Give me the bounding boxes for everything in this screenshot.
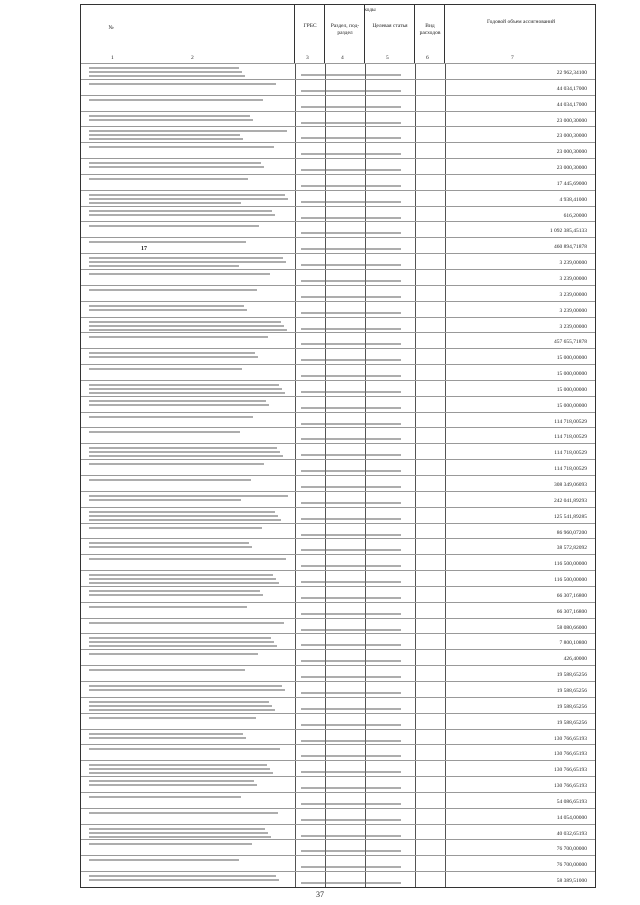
- illegible-code-cells: [301, 771, 401, 773]
- illegible-text-line: [89, 384, 279, 386]
- table-row: [81, 380, 595, 381]
- illegible-text-line: [89, 515, 278, 517]
- table-row: [81, 855, 595, 856]
- illegible-text-line: [89, 590, 260, 592]
- table-header: [81, 5, 595, 64]
- illegible-text-line: [89, 75, 245, 77]
- amount-value: 86 960,07200: [556, 529, 587, 536]
- amount-value: 1 092 385,45133: [549, 227, 587, 234]
- illegible-text-line: [89, 210, 272, 212]
- illegible-text-line: [89, 606, 247, 608]
- illegible-text-line: [89, 578, 276, 580]
- row-number: 17: [141, 246, 147, 252]
- amount-value: 23 000,30000: [556, 148, 587, 155]
- amount-value: 19 588,65256: [556, 671, 587, 678]
- amount-value: 242 041,89293: [554, 497, 587, 504]
- illegible-code-cells: [301, 724, 401, 726]
- illegible-text-line: [89, 134, 240, 136]
- illegible-code-cells: [301, 328, 401, 330]
- amount-value: 76 700,00000: [556, 861, 587, 868]
- illegible-code-cells: [301, 106, 401, 108]
- amount-value: 116 500,00000: [554, 560, 587, 567]
- table-row: [81, 713, 595, 714]
- amount-value: 66 307,16800: [556, 592, 587, 599]
- illegible-text-line: [89, 265, 239, 267]
- illegible-text-line: [89, 495, 288, 497]
- amount-value: 23 000,30000: [556, 132, 587, 139]
- amount-value: 3 239,00000: [559, 323, 587, 330]
- illegible-code-cells: [301, 565, 401, 567]
- illegible-code-cells: [301, 296, 401, 298]
- table-row: [81, 649, 595, 650]
- header-sum-col: [445, 5, 595, 63]
- illegible-code-cells: [301, 312, 401, 314]
- illegible-code-cells: [301, 122, 401, 124]
- table-row: [81, 412, 595, 413]
- table-row: [81, 443, 595, 444]
- header-tsel: Целевая статья: [372, 23, 408, 29]
- amount-value: 58 080,66000: [556, 624, 587, 631]
- amount-value: 426,40000: [563, 655, 587, 662]
- illegible-text-line: [89, 737, 246, 739]
- table-row: [81, 269, 595, 270]
- illegible-text-line: [89, 71, 242, 73]
- illegible-text-line: [89, 479, 251, 481]
- table-row: [81, 237, 595, 238]
- amount-value: 58 389,51000: [556, 877, 587, 884]
- column-number: 1: [111, 55, 114, 61]
- illegible-code-cells: [301, 74, 401, 76]
- illegible-code-cells: [301, 153, 401, 155]
- illegible-code-cells: [301, 597, 401, 599]
- amount-value: 130 766,65193: [554, 782, 587, 789]
- illegible-text-line: [89, 321, 281, 323]
- table-row: [81, 570, 595, 571]
- budget-table: [80, 4, 596, 888]
- amount-value: 54 086,65193: [556, 798, 587, 805]
- amount-value: 7 800,10800: [559, 639, 587, 646]
- illegible-text-line: [89, 261, 286, 263]
- amount-value: 114 718,00529: [554, 418, 587, 425]
- illegible-text-line: [89, 67, 239, 69]
- illegible-code-cells: [301, 676, 401, 678]
- table-row: [81, 364, 595, 365]
- illegible-text-line: [89, 119, 253, 121]
- illegible-code-cells: [301, 185, 401, 187]
- illegible-text-line: [89, 796, 241, 798]
- table-body: [81, 63, 595, 887]
- illegible-text-line: [89, 416, 253, 418]
- table-row: [81, 190, 595, 191]
- illegible-code-cells: [301, 264, 401, 266]
- illegible-text-line: [89, 356, 258, 358]
- illegible-code-cells: [301, 391, 401, 393]
- illegible-text-line: [89, 772, 273, 774]
- illegible-text-line: [89, 400, 266, 402]
- amount-value: 17 445,69000: [556, 180, 587, 187]
- amount-value: 15 000,00000: [556, 370, 587, 377]
- table-row: [81, 760, 595, 761]
- illegible-text-line: [89, 305, 244, 307]
- table-row: [81, 839, 595, 840]
- table-row: [81, 475, 595, 476]
- amount-value: 114 718,00529: [554, 449, 587, 456]
- illegible-text-line: [89, 198, 288, 200]
- illegible-text-line: [89, 202, 241, 204]
- illegible-text-line: [89, 447, 277, 449]
- amount-value: 66 307,16800: [556, 608, 587, 615]
- amount-value: 130 766,65193: [554, 750, 587, 757]
- table-row: [81, 348, 595, 349]
- table-row: [81, 697, 595, 698]
- amount-value: 76 700,00000: [556, 845, 587, 852]
- amount-value: 116 500,00000: [554, 576, 587, 583]
- amount-value: 130 766,65193: [554, 735, 587, 742]
- table-row: [81, 744, 595, 745]
- table-row: [81, 491, 595, 492]
- header-razdel: Раздел, под-раздел: [330, 23, 360, 36]
- illegible-text-line: [89, 843, 252, 845]
- illegible-text-line: [89, 463, 264, 465]
- illegible-code-cells: [301, 280, 401, 282]
- illegible-text-line: [89, 733, 243, 735]
- table-row: [81, 111, 595, 112]
- table-row: [81, 538, 595, 539]
- illegible-text-line: [89, 875, 276, 877]
- table-row: [81, 396, 595, 397]
- illegible-text-line: [89, 685, 282, 687]
- illegible-code-cells: [301, 375, 401, 377]
- amount-value: 44 034,17000: [556, 101, 587, 108]
- illegible-code-cells: [301, 486, 401, 488]
- illegible-code-cells: [301, 518, 401, 520]
- amount-value: 4 938,41000: [559, 196, 587, 203]
- illegible-text-line: [89, 641, 274, 643]
- illegible-text-line: [89, 325, 284, 327]
- illegible-text-line: [89, 115, 250, 117]
- table-row: [81, 206, 595, 207]
- table-row: [81, 633, 595, 634]
- illegible-text-line: [89, 146, 274, 148]
- illegible-text-line: [89, 594, 263, 596]
- amount-value: 40 032,65193: [556, 830, 587, 837]
- amount-value: 22 962,34100: [556, 69, 587, 76]
- table-row: [81, 618, 595, 619]
- amount-value: 616,20000: [563, 212, 587, 219]
- amount-value: 19 588,65256: [556, 703, 587, 710]
- illegible-text-line: [89, 717, 256, 719]
- amount-value: 15 000,00000: [556, 354, 587, 361]
- amount-value: 3 239,00000: [559, 307, 587, 314]
- illegible-text-line: [89, 879, 279, 881]
- illegible-text-line: [89, 701, 269, 703]
- illegible-code-cells: [301, 137, 401, 139]
- header-no: №: [108, 25, 114, 31]
- illegible-text-line: [89, 645, 277, 647]
- illegible-text-line: [89, 273, 270, 275]
- table-row: [81, 681, 595, 682]
- illegible-text-line: [89, 582, 279, 584]
- illegible-text-line: [89, 289, 257, 291]
- amount-value: 44 034,17000: [556, 85, 587, 92]
- illegible-code-cells: [301, 549, 401, 551]
- table-row: [81, 776, 595, 777]
- table-row: [81, 602, 595, 603]
- table-row: [81, 665, 595, 666]
- illegible-text-line: [89, 166, 264, 168]
- illegible-code-cells: [301, 787, 401, 789]
- illegible-code-cells: [301, 470, 401, 472]
- header-vid: Вид расходов: [419, 23, 441, 36]
- illegible-text-line: [89, 859, 239, 861]
- illegible-text-line: [89, 162, 261, 164]
- illegible-code-cells: [301, 438, 401, 440]
- amount-value: 114 718,00529: [554, 433, 587, 440]
- column-number: 7: [511, 55, 514, 61]
- illegible-text-line: [89, 709, 275, 711]
- illegible-code-cells: [301, 407, 401, 409]
- illegible-code-cells: [301, 423, 401, 425]
- illegible-text-line: [89, 527, 262, 529]
- illegible-text-line: [89, 669, 245, 671]
- illegible-text-line: [89, 653, 258, 655]
- table-row: [81, 586, 595, 587]
- illegible-code-cells: [301, 708, 401, 710]
- header-grbs: ГРБС: [303, 23, 317, 29]
- table-row: [81, 253, 595, 254]
- header-summa: Годовой объем ассигнований: [486, 19, 556, 25]
- amount-value: 14 054,00000: [556, 814, 587, 821]
- amount-value: 19 588,65256: [556, 687, 587, 694]
- illegible-text-line: [89, 828, 265, 830]
- amount-value: 125 541,89285: [554, 513, 587, 520]
- page-number: 37: [316, 890, 324, 899]
- illegible-text-line: [89, 574, 273, 576]
- illegible-text-line: [89, 455, 283, 457]
- illegible-code-cells: [301, 644, 401, 646]
- illegible-code-cells: [301, 343, 401, 345]
- illegible-text-line: [89, 832, 268, 834]
- table-row: [81, 824, 595, 825]
- illegible-code-cells: [301, 819, 401, 821]
- table-row: [81, 174, 595, 175]
- column-number: 3: [306, 55, 309, 61]
- illegible-code-cells: [301, 90, 401, 92]
- illegible-text-line: [89, 784, 257, 786]
- column-number: 6: [426, 55, 429, 61]
- illegible-code-cells: [301, 217, 401, 219]
- illegible-text-line: [89, 689, 285, 691]
- illegible-text-line: [89, 542, 249, 544]
- illegible-text-line: [89, 622, 284, 624]
- illegible-text-line: [89, 780, 254, 782]
- table-row: [81, 507, 595, 508]
- illegible-text-line: [89, 83, 276, 85]
- illegible-text-line: [89, 130, 287, 132]
- table-row: [81, 285, 595, 286]
- illegible-code-cells: [301, 835, 401, 837]
- illegible-text-line: [89, 194, 285, 196]
- illegible-text-line: [89, 99, 263, 101]
- table-row: [81, 332, 595, 333]
- table-row: [81, 158, 595, 159]
- illegible-code-cells: [301, 201, 401, 203]
- illegible-text-line: [89, 705, 272, 707]
- amount-value: 15 000,00000: [556, 386, 587, 393]
- amount-value: 457 655,71878: [554, 338, 587, 345]
- illegible-text-line: [89, 368, 242, 370]
- illegible-text-line: [89, 768, 270, 770]
- amount-value: 460 894,71878: [554, 243, 587, 250]
- amount-value: 114 718,00529: [554, 465, 587, 472]
- illegible-code-cells: [301, 692, 401, 694]
- amount-value: 38 572,82092: [556, 544, 587, 551]
- illegible-code-cells: [301, 755, 401, 757]
- table-row: [81, 79, 595, 80]
- table-row: [81, 808, 595, 809]
- table-row: [81, 63, 595, 64]
- table-row: [81, 554, 595, 555]
- illegible-code-cells: [301, 629, 401, 631]
- amount-value: 23 000,30000: [556, 164, 587, 171]
- illegible-code-cells: [301, 502, 401, 504]
- column-number: 4: [341, 55, 344, 61]
- table-row: [81, 729, 595, 730]
- illegible-code-cells: [301, 581, 401, 583]
- column-number: 2: [191, 55, 194, 61]
- table-row: [81, 126, 595, 127]
- table-row: [81, 427, 595, 428]
- illegible-text-line: [89, 225, 259, 227]
- illegible-code-cells: [301, 534, 401, 536]
- amount-value: 19 588,65256: [556, 719, 587, 726]
- illegible-code-cells: [301, 613, 401, 615]
- illegible-text-line: [89, 241, 246, 243]
- illegible-text-line: [89, 519, 281, 521]
- illegible-code-cells: [301, 169, 401, 171]
- table-row: [81, 142, 595, 143]
- illegible-text-line: [89, 138, 243, 140]
- illegible-text-line: [89, 764, 267, 766]
- amount-value: 3 239,00000: [559, 275, 587, 282]
- illegible-text-line: [89, 511, 275, 513]
- illegible-text-line: [89, 558, 286, 560]
- illegible-text-line: [89, 812, 278, 814]
- amount-value: 130 766,65193: [554, 766, 587, 773]
- illegible-text-line: [89, 257, 283, 259]
- header-codes: коды: [364, 7, 376, 13]
- illegible-text-line: [89, 546, 252, 548]
- illegible-text-line: [89, 392, 285, 394]
- column-number: 5: [386, 55, 389, 61]
- illegible-code-cells: [301, 850, 401, 852]
- illegible-text-line: [89, 388, 282, 390]
- illegible-text-line: [89, 178, 248, 180]
- table-row: [81, 301, 595, 302]
- illegible-code-cells: [301, 660, 401, 662]
- illegible-text-line: [89, 336, 268, 338]
- table-row: [81, 317, 595, 318]
- table-row: [81, 871, 595, 872]
- illegible-text-line: [89, 431, 240, 433]
- table-row: [81, 459, 595, 460]
- illegible-code-cells: [301, 866, 401, 868]
- illegible-text-line: [89, 214, 275, 216]
- table-row: [81, 792, 595, 793]
- illegible-text-line: [89, 404, 269, 406]
- amount-value: 15 000,00000: [556, 402, 587, 409]
- illegible-text-line: [89, 329, 287, 331]
- illegible-text-line: [89, 309, 247, 311]
- amount-value: 3 239,00000: [559, 259, 587, 266]
- illegible-text-line: [89, 836, 271, 838]
- illegible-code-cells: [301, 882, 401, 884]
- amount-value: 308 349,06093: [554, 481, 587, 488]
- illegible-code-cells: [301, 454, 401, 456]
- illegible-code-cells: [301, 359, 401, 361]
- table-row: [81, 523, 595, 524]
- illegible-code-cells: [301, 740, 401, 742]
- illegible-text-line: [89, 451, 280, 453]
- table-row: [81, 221, 595, 222]
- table-row: [81, 95, 595, 96]
- illegible-text-line: [89, 499, 241, 501]
- illegible-text-line: [89, 637, 271, 639]
- header-grbs-col: [295, 5, 325, 63]
- amount-value: 23 000,30000: [556, 117, 587, 124]
- illegible-text-line: [89, 352, 255, 354]
- illegible-code-cells: [301, 232, 401, 234]
- illegible-text-line: [89, 748, 280, 750]
- amount-value: 3 239,00000: [559, 291, 587, 298]
- illegible-code-cells: [301, 803, 401, 805]
- illegible-code-cells: [301, 248, 401, 250]
